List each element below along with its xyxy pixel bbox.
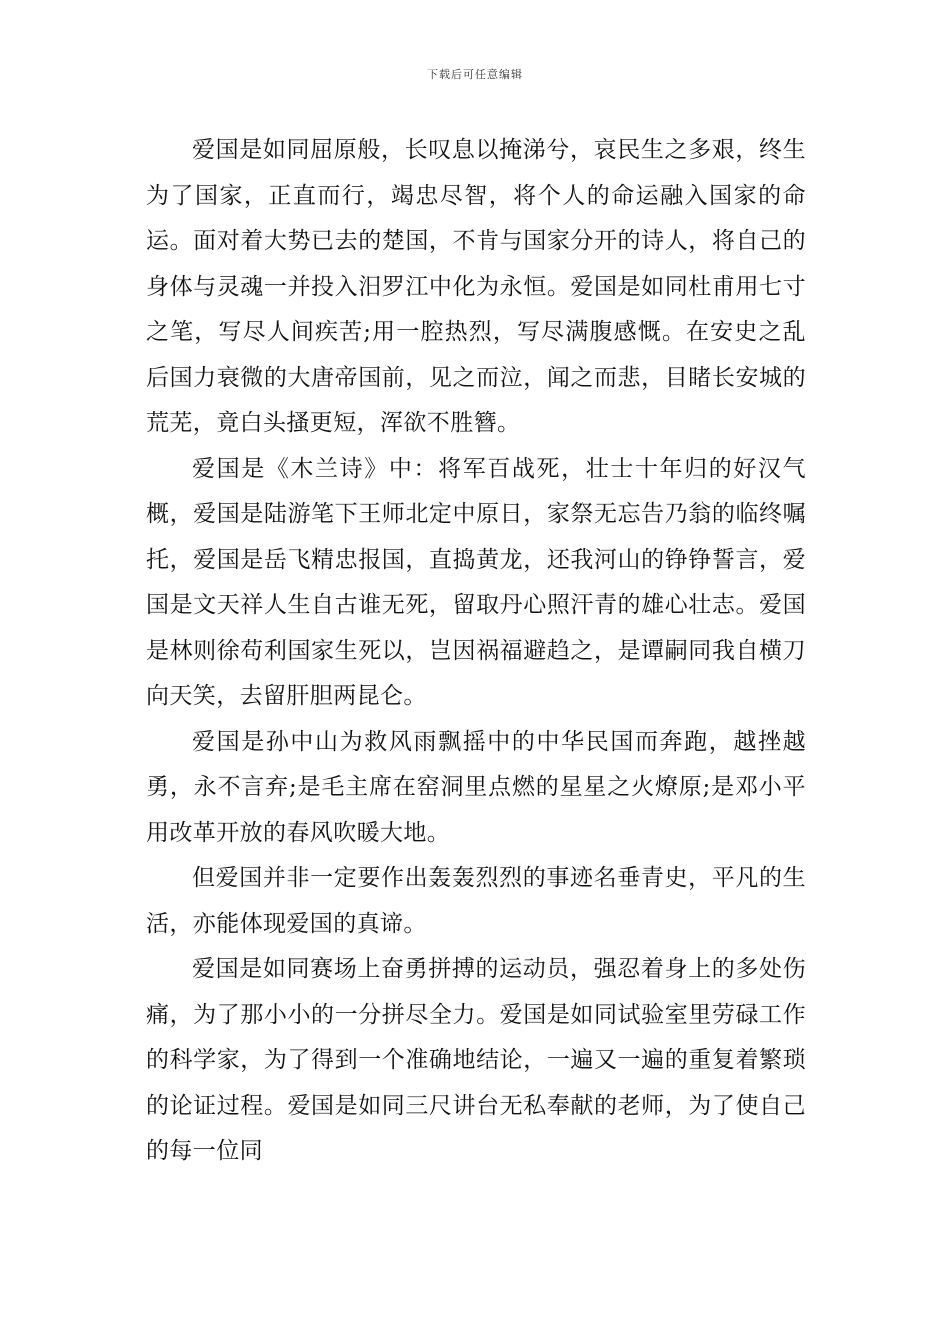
paragraph-2: 爱国是《木兰诗》中：将军百战死，壮士十年归的好汉气概，爱国是陆游笔下王师北定中原日，家祭无忘告乃翁的临终嘱托，爱国是岳飞精忠报国，直捣黄龙，还我河山的铮铮誓言，爱国是文天祥人生自古谁无死，留取丹心照汗青的雄心壮志。爱国是林则徐苟利国家生死以，岂因祸福避趋之，是谭嗣同我自横刀向天笑，去留肝胆两昆仑。 [146,455,806,709]
paragraph-5: 爱国是如同赛场上奋勇拼搏的运动员，强忍着身上的多处伤痛，为了那小小的一分拼尽全力。爱国是如同试验室里劳碌工作的科学家，为了得到一个准确地结论，一遍又一遍的重复着繁琐的论证过程。爱国是如同三尺讲台无私奉献的老师，为了使自己的每一位同 [146,956,806,1164]
paragraph-1: 爱国是如同屈原般，长叹息以掩涕兮，哀民生之多艰，终生为了国家，正直而行，竭忠尽智，将个人的命运融入国家的命运。面对着大势已去的楚国，不肯与国家分开的诗人，将自己的身体与灵魂一并投入汨罗江中化为永恒。爱国是如同杜甫用七寸之笔，写尽人间疾苦;用一腔热烈，写尽满腹感慨。在安史之乱后国力衰微的大唐帝国前，见之而泣，闻之而悲，目睹长安城的荒芜，竟白头搔更短，浑欲不胜簪。 [146,137,806,436]
paragraph-3: 爱国是孙中山为救风雨飘摇中的中华民国而奔跑，越挫越勇，永不言弃;是毛主席在窑洞里点燃的星星之火燎原;是邓小平用改革开放的春风吹暖大地。 [146,728,806,846]
document-body [146,128,806,1175]
page-header: 下载后可任意编辑 [427,68,523,81]
paragraph-4: 但爱国并非一定要作出轰轰烈烈的事迹名垂青史，平凡的生活，亦能体现爱国的真谛。 [146,865,806,937]
